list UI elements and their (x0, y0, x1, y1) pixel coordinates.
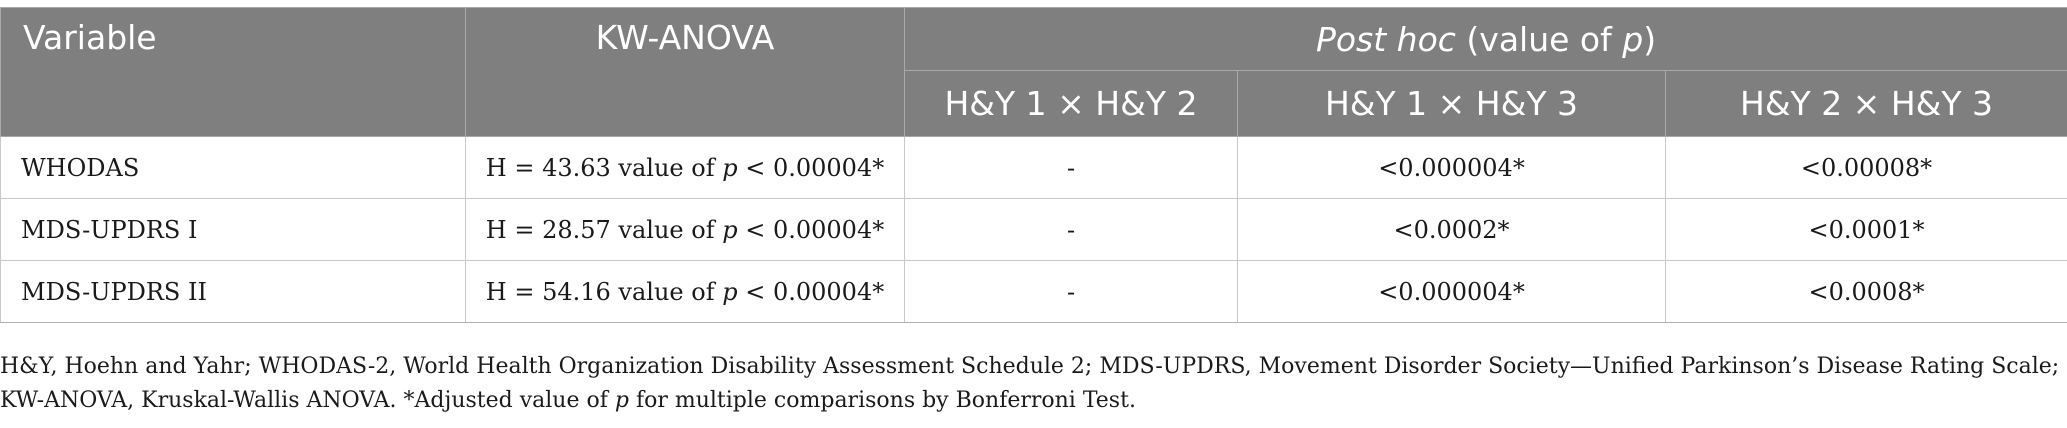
row-comparison-2-3: <0.0008* (1666, 261, 2067, 323)
header-comparison-2-3: H&Y 2 × H&Y 3 (1666, 71, 2067, 137)
row-comparison-1-2: - (905, 137, 1238, 199)
post-hoc-rest-2: ) (1643, 19, 1657, 59)
row-comparison-1-3: <0.000004* (1238, 261, 1666, 323)
table-row (1, 261, 2067, 323)
row-comparison-1-2: - (905, 261, 1238, 323)
row-comparison-2-3: <0.00008* (1666, 137, 2067, 199)
kw-p: p (722, 153, 738, 182)
kw-suffix: < 0.00004* (737, 215, 885, 244)
table-row (1, 199, 2067, 261)
row-kw-anova (466, 137, 905, 199)
kw-p: p (722, 277, 738, 306)
kw-p: p (722, 215, 738, 244)
row-comparison-1-2: - (905, 199, 1238, 261)
row-comparison-2-3: <0.0001* (1666, 199, 2067, 261)
footnote-prefix: KW-ANOVA, Kruskal-Wallis ANOVA. *Adjusted value of (0, 388, 615, 413)
row-comparison-1-3: <0.000004* (1238, 137, 1666, 199)
row-kw-anova (466, 199, 905, 261)
footnote-line-2 (0, 384, 2060, 418)
kw-suffix: < 0.00004* (737, 277, 885, 306)
row-kw-anova (466, 261, 905, 323)
results-table (0, 7, 2067, 323)
table-header (1, 8, 2067, 137)
post-hoc-rest-1: (value of (1455, 19, 1623, 59)
table-row (1, 137, 2067, 199)
row-variable: MDS-UPDRS II (1, 261, 466, 323)
results-table-container (0, 7, 2067, 323)
row-comparison-1-3: <0.0002* (1238, 199, 1666, 261)
row-variable: WHODAS (1, 137, 466, 199)
post-hoc-p: p (1622, 19, 1644, 59)
table-body (1, 137, 2067, 323)
footnote-p: p (614, 388, 629, 413)
row-variable: MDS-UPDRS I (1, 199, 466, 261)
kw-prefix: H = 43.63 value of (485, 153, 723, 182)
table-footnote (0, 350, 2060, 418)
header-kw-anova: KW-ANOVA (466, 8, 905, 137)
kw-prefix: H = 54.16 value of (485, 277, 723, 306)
footnote-suffix: for multiple comparisons by Bonferroni Test. (628, 388, 1136, 413)
post-hoc-italic: Post hoc (1315, 19, 1456, 59)
header-post-hoc (905, 8, 2067, 71)
kw-prefix: H = 28.57 value of (485, 215, 723, 244)
header-comparison-1-2: H&Y 1 × H&Y 2 (905, 71, 1238, 137)
header-variable: Variable (1, 8, 466, 137)
footnote-line-1: H&Y, Hoehn and Yahr; WHODAS-2, World Health Organization Disability Assessment Schedule 2; MDS-UPDRS, Movement Disorder Society—Unified Parkinson’s Disease Rating Scale; (0, 354, 2060, 379)
header-comparison-1-3: H&Y 1 × H&Y 3 (1238, 71, 1666, 137)
kw-suffix: < 0.00004* (737, 153, 885, 182)
